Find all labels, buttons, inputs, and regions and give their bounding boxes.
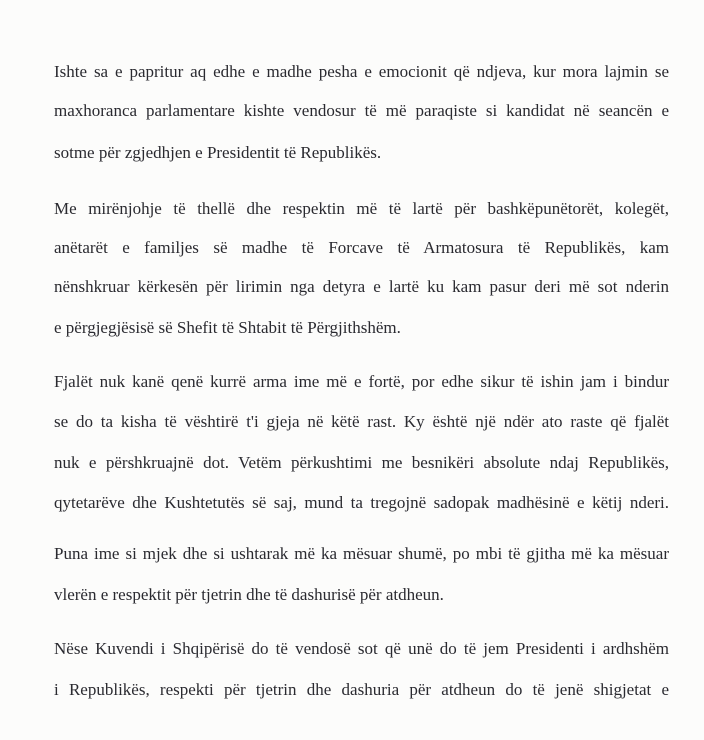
paragraph-1-line-1: Ishte sa e papritur aq edhe e madhe pesha e emocionit që ndjeva, kur mora lajmin se (54, 62, 669, 81)
paragraph-2-line-3: nënshkruar kërkesën për lirimin nga detyra e lartë ku kam pasur deri më sot nderin (54, 277, 669, 296)
paragraph-1-line-3: sotme për zgjedhjen e Presidentit të Republikës. (54, 143, 382, 162)
paragraph-2-line-4: e përgjegjësisë së Shefit të Shtabit të Përgjithshëm. (54, 318, 401, 337)
paragraph-3-line-1: Fjalët nuk kanë qenë kurrë arma ime më e fortë, por edhe sikur të ishin jam i bindur (54, 372, 669, 391)
paragraph-1-line-2: maxhoranca parlamentare kishte vendosur të më paraqiste si kandidat në seancën e (54, 101, 669, 120)
paragraph-2-line-1: Me mirënjohje të thellë dhe respektin më të lartë për bashkëpunëtorët, kolegët, (54, 199, 669, 218)
paragraph-2-line-2: anëtarët e familjes së madhe të Forcave të Armatosura të Republikës, kam (54, 238, 669, 257)
paragraph-5-line-1: Nëse Kuvendi i Shqipërisë do të vendosë sot që unë do të jem Presidenti i ardhshëm (54, 639, 669, 658)
paragraph-4-line-1: Puna ime si mjek dhe si ushtarak më ka mësuar shumë, po mbi të gjitha më ka mësuar (54, 544, 669, 563)
paragraph-3-line-4: qytetarëve dhe Kushtetutës së saj, mund ta tregojnë sadopak madhësinë e këtij nderi. (54, 493, 669, 512)
paragraph-4-line-2: vlerën e respektit për tjetrin dhe të dashurisë për atdheun. (54, 585, 444, 604)
paragraph-3-line-2: se do ta kisha të vështirë t'i gjeja në këtë rast. Ky është një ndër ato raste që fjalët (54, 412, 669, 431)
paragraph-3-line-3: nuk e përshkruajnë dot. Vetëm përkushtimi me besnikëri absolute ndaj Republikës, (54, 453, 669, 472)
paragraph-5-line-2: i Republikës, respekti për tjetrin dhe dashuria për atdheun do të jenë shigjetat e (54, 680, 669, 699)
